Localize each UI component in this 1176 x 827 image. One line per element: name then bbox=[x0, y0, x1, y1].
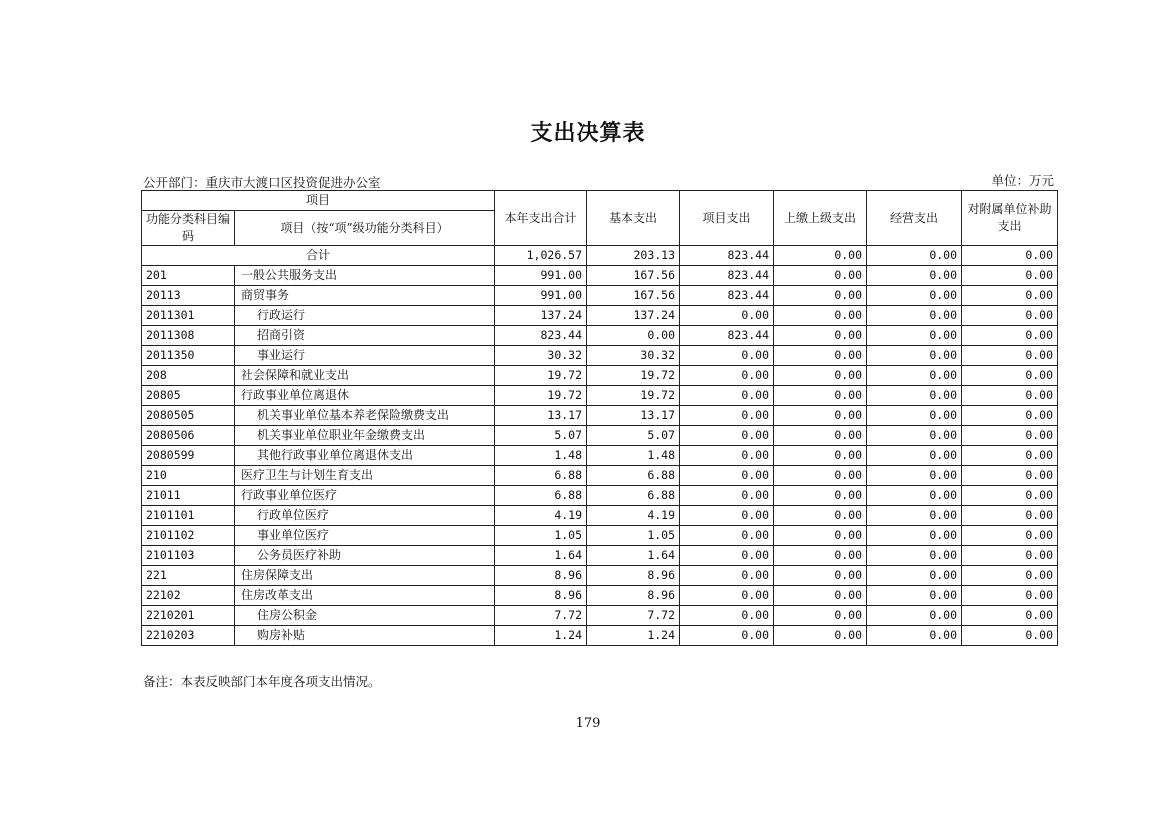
row-value: 1.48 bbox=[495, 446, 587, 466]
row-value: 0.00 bbox=[962, 486, 1058, 506]
expenditure-table bbox=[141, 190, 1058, 646]
row-name: 购房补贴 bbox=[235, 626, 495, 646]
total-cell: 0.00 bbox=[774, 246, 867, 266]
row-value: 0.00 bbox=[962, 306, 1058, 326]
row-value: 30.32 bbox=[587, 346, 680, 366]
row-value: 6.88 bbox=[495, 486, 587, 506]
row-value: 0.00 bbox=[962, 466, 1058, 486]
table-row bbox=[142, 466, 1058, 486]
row-value: 0.00 bbox=[680, 486, 774, 506]
row-value: 1.64 bbox=[495, 546, 587, 566]
row-name: 事业运行 bbox=[235, 346, 495, 366]
header-item: 项目 bbox=[142, 191, 495, 211]
row-value: 0.00 bbox=[680, 446, 774, 466]
total-cell: 1,026.57 bbox=[495, 246, 587, 266]
row-value: 0.00 bbox=[867, 266, 962, 286]
row-name: 其他行政事业单位离退休支出 bbox=[235, 446, 495, 466]
row-value: 0.00 bbox=[962, 446, 1058, 466]
row-value: 0.00 bbox=[867, 546, 962, 566]
header-upper: 上缴上级支出 bbox=[774, 191, 867, 246]
row-code: 208 bbox=[142, 366, 235, 386]
row-value: 30.32 bbox=[495, 346, 587, 366]
row-value: 0.00 bbox=[680, 546, 774, 566]
total-cell: 203.13 bbox=[587, 246, 680, 266]
header-code: 功能分类科目编码 bbox=[142, 211, 235, 246]
row-value: 5.07 bbox=[495, 426, 587, 446]
row-value: 0.00 bbox=[774, 346, 867, 366]
table-note: 备注：本表反映部门本年度各项支出情况。 bbox=[143, 674, 381, 689]
row-value: 0.00 bbox=[962, 606, 1058, 626]
row-code: 20805 bbox=[142, 386, 235, 406]
row-value: 0.00 bbox=[962, 406, 1058, 426]
row-value: 0.00 bbox=[867, 306, 962, 326]
row-name: 机关事业单位基本养老保险缴费支出 bbox=[235, 406, 495, 426]
row-value: 19.72 bbox=[495, 386, 587, 406]
row-value: 0.00 bbox=[867, 386, 962, 406]
table-row bbox=[142, 546, 1058, 566]
row-name: 行政运行 bbox=[235, 306, 495, 326]
table-row bbox=[142, 606, 1058, 626]
table-row bbox=[142, 386, 1058, 406]
row-code: 2011308 bbox=[142, 326, 235, 346]
row-value: 8.96 bbox=[495, 586, 587, 606]
row-value: 0.00 bbox=[680, 586, 774, 606]
header-subsidiary: 对附属单位补助支出 bbox=[962, 191, 1058, 246]
row-value: 5.07 bbox=[587, 426, 680, 446]
row-value: 1.05 bbox=[587, 526, 680, 546]
row-value: 0.00 bbox=[867, 486, 962, 506]
row-value: 0.00 bbox=[680, 626, 774, 646]
row-value: 0.00 bbox=[774, 426, 867, 446]
row-name: 一般公共服务支出 bbox=[235, 266, 495, 286]
table-row bbox=[142, 566, 1058, 586]
row-value: 13.17 bbox=[495, 406, 587, 426]
row-value: 0.00 bbox=[962, 546, 1058, 566]
row-value: 823.44 bbox=[680, 326, 774, 346]
row-value: 13.17 bbox=[587, 406, 680, 426]
department-label: 公开部门：重庆市大渡口区投资促进办公室 bbox=[143, 175, 381, 190]
row-value: 823.44 bbox=[680, 266, 774, 286]
row-value: 0.00 bbox=[774, 366, 867, 386]
row-value: 991.00 bbox=[495, 286, 587, 306]
row-value: 137.24 bbox=[495, 306, 587, 326]
row-value: 0.00 bbox=[680, 506, 774, 526]
row-code: 22102 bbox=[142, 586, 235, 606]
row-value: 19.72 bbox=[587, 386, 680, 406]
row-value: 1.48 bbox=[587, 446, 680, 466]
row-value: 0.00 bbox=[680, 606, 774, 626]
row-value: 0.00 bbox=[774, 566, 867, 586]
row-name: 医疗卫生与计划生育支出 bbox=[235, 466, 495, 486]
row-code: 221 bbox=[142, 566, 235, 586]
row-name: 招商引资 bbox=[235, 326, 495, 346]
total-cell: 0.00 bbox=[962, 246, 1058, 266]
row-value: 0.00 bbox=[680, 466, 774, 486]
header-business: 经营支出 bbox=[867, 191, 962, 246]
row-value: 0.00 bbox=[867, 426, 962, 446]
row-value: 0.00 bbox=[867, 286, 962, 306]
row-value: 167.56 bbox=[587, 266, 680, 286]
header-basic: 基本支出 bbox=[587, 191, 680, 246]
row-name: 机关事业单位职业年金缴费支出 bbox=[235, 426, 495, 446]
page-number: 179 bbox=[575, 716, 601, 731]
header-name: 项目（按“项”级功能分类科目） bbox=[235, 211, 495, 246]
page-title: 支出决算表 bbox=[530, 120, 646, 146]
row-value: 0.00 bbox=[962, 526, 1058, 546]
row-value: 0.00 bbox=[680, 426, 774, 446]
row-value: 0.00 bbox=[867, 466, 962, 486]
row-name: 行政事业单位医疗 bbox=[235, 486, 495, 506]
row-value: 0.00 bbox=[867, 406, 962, 426]
row-value: 1.24 bbox=[495, 626, 587, 646]
row-value: 0.00 bbox=[962, 586, 1058, 606]
row-code: 2210203 bbox=[142, 626, 235, 646]
row-value: 0.00 bbox=[867, 606, 962, 626]
row-code: 20113 bbox=[142, 286, 235, 306]
row-value: 0.00 bbox=[774, 486, 867, 506]
table-row bbox=[142, 406, 1058, 426]
row-value: 0.00 bbox=[774, 466, 867, 486]
row-value: 4.19 bbox=[495, 506, 587, 526]
row-value: 6.88 bbox=[495, 466, 587, 486]
row-value: 0.00 bbox=[680, 366, 774, 386]
row-value: 0.00 bbox=[774, 526, 867, 546]
row-value: 0.00 bbox=[774, 326, 867, 346]
row-value: 0.00 bbox=[867, 506, 962, 526]
row-code: 2080506 bbox=[142, 426, 235, 446]
total-cell: 0.00 bbox=[867, 246, 962, 266]
row-value: 1.24 bbox=[587, 626, 680, 646]
row-value: 0.00 bbox=[774, 286, 867, 306]
row-value: 0.00 bbox=[774, 606, 867, 626]
row-code: 210 bbox=[142, 466, 235, 486]
total-cell: 823.44 bbox=[680, 246, 774, 266]
table-row bbox=[142, 446, 1058, 466]
row-value: 7.72 bbox=[587, 606, 680, 626]
row-value: 0.00 bbox=[962, 346, 1058, 366]
row-value: 0.00 bbox=[774, 446, 867, 466]
row-value: 0.00 bbox=[962, 386, 1058, 406]
row-value: 0.00 bbox=[680, 566, 774, 586]
row-name: 事业单位医疗 bbox=[235, 526, 495, 546]
row-value: 0.00 bbox=[774, 626, 867, 646]
row-name: 行政单位医疗 bbox=[235, 506, 495, 526]
row-name: 住房保障支出 bbox=[235, 566, 495, 586]
row-code: 2080599 bbox=[142, 446, 235, 466]
row-value: 4.19 bbox=[587, 506, 680, 526]
row-value: 991.00 bbox=[495, 266, 587, 286]
row-value: 0.00 bbox=[680, 346, 774, 366]
row-value: 19.72 bbox=[495, 366, 587, 386]
total-label: 合计 bbox=[142, 246, 495, 266]
header-project: 项目支出 bbox=[680, 191, 774, 246]
row-value: 167.56 bbox=[587, 286, 680, 306]
row-name: 社会保障和就业支出 bbox=[235, 366, 495, 386]
table-row bbox=[142, 366, 1058, 386]
row-value: 0.00 bbox=[680, 526, 774, 546]
row-value: 823.44 bbox=[680, 286, 774, 306]
table-row bbox=[142, 286, 1058, 306]
row-name: 公务员医疗补助 bbox=[235, 546, 495, 566]
row-name: 行政事业单位离退休 bbox=[235, 386, 495, 406]
row-value: 0.00 bbox=[680, 386, 774, 406]
table-row bbox=[142, 586, 1058, 606]
row-value: 0.00 bbox=[962, 366, 1058, 386]
row-name: 住房公积金 bbox=[235, 606, 495, 626]
row-value: 6.88 bbox=[587, 486, 680, 506]
row-code: 2101103 bbox=[142, 546, 235, 566]
row-value: 0.00 bbox=[774, 306, 867, 326]
table-row bbox=[142, 346, 1058, 366]
row-value: 0.00 bbox=[587, 326, 680, 346]
row-code: 21011 bbox=[142, 486, 235, 506]
row-value: 0.00 bbox=[867, 346, 962, 366]
row-value: 7.72 bbox=[495, 606, 587, 626]
row-code: 2101102 bbox=[142, 526, 235, 546]
row-value: 0.00 bbox=[867, 566, 962, 586]
table-row bbox=[142, 306, 1058, 326]
row-name: 住房改革支出 bbox=[235, 586, 495, 606]
table-row bbox=[142, 486, 1058, 506]
row-value: 1.64 bbox=[587, 546, 680, 566]
row-value: 8.96 bbox=[587, 566, 680, 586]
row-value: 0.00 bbox=[962, 506, 1058, 526]
total-row bbox=[142, 246, 1058, 266]
table-row bbox=[142, 326, 1058, 346]
row-value: 0.00 bbox=[680, 406, 774, 426]
table-row bbox=[142, 506, 1058, 526]
row-value: 0.00 bbox=[774, 266, 867, 286]
row-value: 0.00 bbox=[962, 326, 1058, 346]
row-value: 0.00 bbox=[962, 626, 1058, 646]
row-value: 0.00 bbox=[774, 586, 867, 606]
row-code: 2101101 bbox=[142, 506, 235, 526]
row-value: 8.96 bbox=[587, 586, 680, 606]
row-value: 19.72 bbox=[587, 366, 680, 386]
row-value: 1.05 bbox=[495, 526, 587, 546]
row-code: 2011350 bbox=[142, 346, 235, 366]
table-row bbox=[142, 266, 1058, 286]
row-name: 商贸事务 bbox=[235, 286, 495, 306]
row-value: 0.00 bbox=[962, 286, 1058, 306]
row-code: 2080505 bbox=[142, 406, 235, 426]
row-value: 0.00 bbox=[962, 566, 1058, 586]
unit-label: 单位：万元 bbox=[991, 173, 1054, 188]
row-value: 0.00 bbox=[867, 626, 962, 646]
row-value: 0.00 bbox=[867, 526, 962, 546]
header-total: 本年支出合计 bbox=[495, 191, 587, 246]
row-value: 6.88 bbox=[587, 466, 680, 486]
row-value: 0.00 bbox=[774, 406, 867, 426]
row-value: 0.00 bbox=[867, 586, 962, 606]
row-value: 0.00 bbox=[774, 506, 867, 526]
row-code: 201 bbox=[142, 266, 235, 286]
row-value: 0.00 bbox=[774, 546, 867, 566]
row-value: 0.00 bbox=[962, 426, 1058, 446]
row-value: 0.00 bbox=[867, 326, 962, 346]
row-value: 0.00 bbox=[774, 386, 867, 406]
row-value: 823.44 bbox=[495, 326, 587, 346]
row-code: 2210201 bbox=[142, 606, 235, 626]
row-value: 0.00 bbox=[962, 266, 1058, 286]
row-value: 0.00 bbox=[867, 446, 962, 466]
row-value: 8.96 bbox=[495, 566, 587, 586]
table-row bbox=[142, 426, 1058, 446]
row-value: 0.00 bbox=[680, 306, 774, 326]
row-code: 2011301 bbox=[142, 306, 235, 326]
table-row bbox=[142, 526, 1058, 546]
table-row bbox=[142, 626, 1058, 646]
row-value: 0.00 bbox=[867, 366, 962, 386]
row-value: 137.24 bbox=[587, 306, 680, 326]
